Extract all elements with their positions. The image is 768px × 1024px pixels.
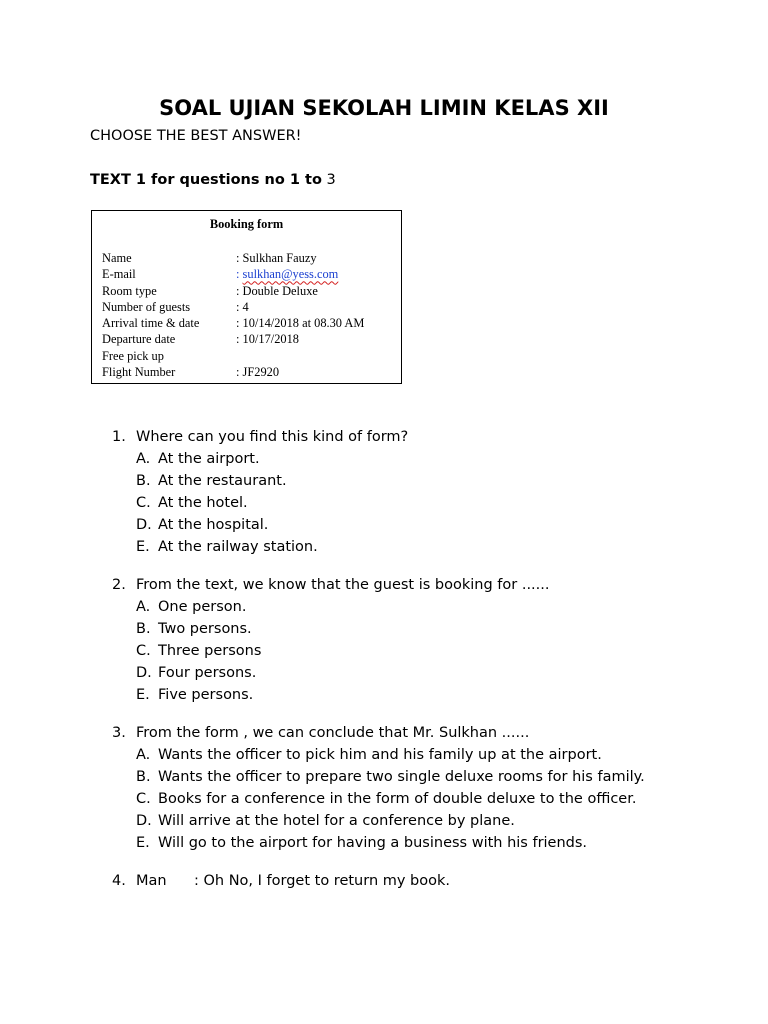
form-row-guests	[102, 299, 392, 315]
option-text: Two persons.	[158, 621, 252, 637]
question-stem	[112, 870, 732, 892]
instruction-text: CHOOSE THE BEST ANSWER!	[90, 128, 302, 144]
option-letter: C.	[136, 495, 151, 511]
option-letter: A.	[136, 599, 151, 615]
question-number: 4.	[112, 873, 126, 889]
option-c	[112, 492, 732, 514]
option-a	[112, 596, 732, 618]
option-letter: B.	[136, 473, 151, 489]
form-value	[236, 348, 392, 364]
option-e	[112, 832, 732, 854]
form-label: Arrival time & date	[102, 316, 200, 331]
option-text: Books for a conference in the form of double deluxe to the officer.	[158, 791, 637, 807]
email-prefix: :	[236, 267, 243, 282]
option-letter: E.	[136, 835, 150, 851]
option-c	[112, 788, 732, 810]
option-b	[112, 766, 732, 788]
form-label: Name	[102, 251, 132, 265]
option-text: Will go to the airport for having a business with his friends.	[158, 835, 588, 851]
option-text: Will arrive at the hotel for a conference by plane.	[158, 813, 515, 829]
option-text: At the restaurant.	[158, 473, 287, 489]
question-text	[136, 870, 732, 892]
option-b	[112, 618, 732, 640]
question-text: Where can you find this kind of form?	[136, 429, 409, 445]
question-text: From the form , we can conclude that Mr. Sulkhan ......	[136, 725, 530, 741]
dialogue-line: : Oh No, I forget to return my book.	[194, 873, 451, 889]
text-heading	[90, 172, 336, 188]
option-text: Wants the officer to pick him and his family up at the airport.	[158, 747, 602, 763]
option-d	[112, 810, 732, 832]
question-number: 2.	[112, 577, 126, 593]
option-letter: C.	[136, 791, 151, 807]
page-title: SOAL UJIAN SEKOLAH LIMIN KELAS XII	[159, 96, 609, 120]
option-d	[112, 662, 732, 684]
form-row-departure	[102, 331, 392, 347]
form-row-name	[102, 250, 392, 266]
form-row-arrival	[102, 315, 392, 331]
option-text: At the airport.	[158, 451, 260, 467]
option-a	[112, 448, 732, 470]
form-value: : Sulkhan Fauzy	[236, 251, 317, 265]
form-label: Room type	[102, 283, 157, 298]
option-text: Three persons	[158, 643, 262, 659]
option-d	[112, 514, 732, 536]
question-1	[112, 426, 732, 558]
form-label: Free pick up	[102, 348, 164, 363]
option-letter: D.	[136, 517, 152, 533]
form-label: Flight Number	[102, 365, 176, 380]
option-e	[112, 536, 732, 558]
question-number: 1.	[112, 429, 126, 445]
form-value: : JF2920	[236, 365, 280, 380]
option-text: Five persons.	[158, 687, 254, 703]
option-text: Four persons.	[158, 665, 257, 681]
option-letter: B.	[136, 769, 151, 785]
option-letter: A.	[136, 747, 151, 763]
form-value	[236, 266, 392, 282]
option-letter: E.	[136, 687, 150, 703]
form-value: : 10/17/2018	[236, 332, 299, 347]
form-value: : 10/14/2018 at 08.30 AM	[236, 316, 365, 331]
option-letter: E.	[136, 539, 150, 555]
option-letter: B.	[136, 621, 151, 637]
option-letter: C.	[136, 643, 151, 659]
option-text: One person.	[158, 599, 247, 615]
form-row-room-type	[102, 283, 392, 299]
booking-form-title: Booking form	[209, 217, 284, 231]
option-b	[112, 470, 732, 492]
option-letter: D.	[136, 813, 152, 829]
option-a	[112, 744, 732, 766]
form-row-flight	[102, 364, 392, 380]
option-text: Wants the officer to prepare two single deluxe rooms for his family.	[158, 769, 645, 785]
booking-form-rows	[102, 250, 392, 380]
option-e	[112, 684, 732, 706]
question-stem	[112, 574, 732, 596]
question-stem	[112, 426, 732, 448]
form-value: : Double Deluxe	[236, 283, 318, 298]
option-c	[112, 640, 732, 662]
option-text: At the hotel.	[158, 495, 248, 511]
form-value: : 4	[236, 299, 249, 314]
form-label: Departure date	[102, 332, 176, 347]
text-heading-label: TEXT 1 for questions no 1 to	[90, 172, 322, 188]
form-label: Number of guests	[102, 299, 191, 314]
question-4	[112, 870, 732, 892]
option-text: At the railway station.	[158, 539, 318, 555]
text-heading-number: 3	[326, 172, 336, 188]
question-list	[112, 426, 732, 908]
question-3	[112, 722, 732, 854]
dialogue-speaker: Man	[136, 873, 167, 889]
question-2	[112, 574, 732, 706]
question-number: 3.	[112, 725, 126, 741]
form-label: E-mail	[102, 267, 136, 282]
email-link[interactable]: sulkhan@yess.com	[242, 267, 339, 282]
option-letter: A.	[136, 451, 151, 467]
option-letter: D.	[136, 665, 152, 681]
question-text: From the text, we know that the guest is booking for ......	[136, 577, 550, 593]
form-row-pickup	[102, 348, 392, 364]
booking-form-box	[91, 210, 402, 384]
form-row-email	[102, 266, 392, 282]
question-stem	[112, 722, 732, 744]
option-text: At the hospital.	[158, 517, 269, 533]
